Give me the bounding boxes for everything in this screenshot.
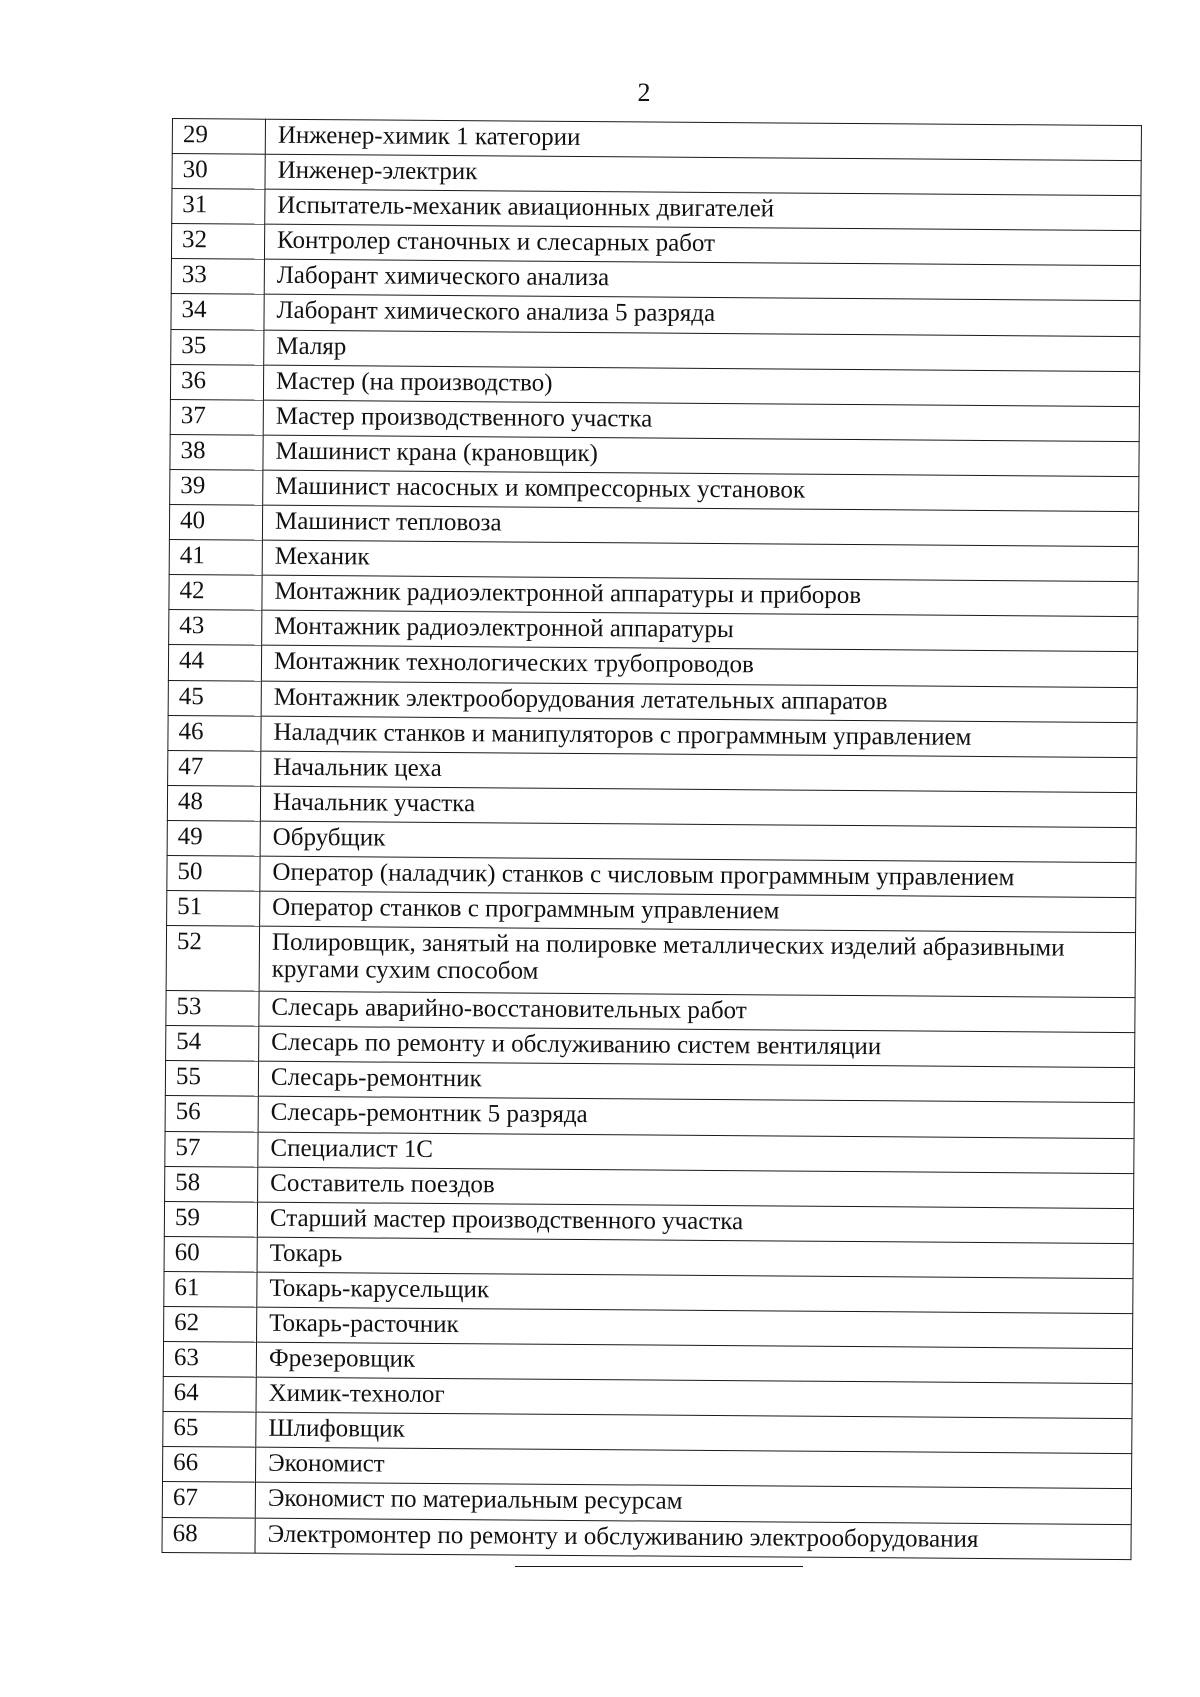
row-number-cell: 64 [163,1377,256,1413]
profession-name-cell: Составитель поездов [258,1167,1134,1209]
row-number-cell: 66 [163,1447,256,1483]
row-number-cell: 40 [169,505,262,541]
row-number-cell: 51 [167,891,260,927]
profession-name-cell: Токарь-расточник [257,1307,1133,1349]
profession-name-cell: Слесарь по ремонту и обслуживанию систем вентиляции [259,1026,1135,1068]
profession-name-cell: Монтажник радиоэлектронной аппаратуры [262,610,1138,652]
profession-name-cell: Мастер (на производство) [263,365,1139,407]
row-number-cell: 57 [165,1131,258,1167]
profession-name-cell: Механик [262,540,1138,582]
profession-name-cell: Экономист по материальным ресурсам [255,1483,1131,1525]
professions-table-body [162,119,1141,1560]
row-number-cell: 62 [164,1306,257,1342]
row-number-cell: 38 [170,434,263,470]
profession-name-cell: Инженер-электрик [265,154,1141,196]
row-number-cell: 68 [162,1517,255,1553]
profession-name-cell: Инженер-химик 1 категории [265,119,1141,161]
row-number-cell: 31 [172,189,265,225]
profession-name-cell: Старший мастер производственного участка [257,1202,1133,1244]
row-number-cell: 59 [164,1201,257,1237]
row-number-cell: 45 [168,680,261,716]
row-number-cell: 58 [165,1166,258,1202]
row-number-cell: 30 [172,154,265,190]
profession-name-cell: Полировщик, занятый на полировке металлических изделий абразивными кругами сухим способом [259,926,1135,997]
profession-name-cell: Слесарь-ремонтник [258,1062,1134,1104]
table-row [166,926,1135,998]
profession-name-cell: Оператор станков с программным управлением [260,891,1136,933]
page-number: 2 [637,78,651,107]
row-number-cell: 56 [165,1096,258,1132]
profession-name-cell: Слесарь-ремонтник 5 разряда [258,1097,1134,1139]
profession-name-cell: Слесарь аварийно-восстановительных работ [259,991,1135,1033]
profession-name-cell: Монтажник технологических трубопроводов [261,646,1137,688]
row-number-cell: 29 [172,119,265,155]
profession-name-cell: Машинист крана (крановщик) [263,435,1139,477]
end-of-list-rule [515,1566,803,1567]
profession-name-cell: Шлифовщик [256,1412,1132,1454]
row-number-cell: 67 [162,1482,255,1518]
table-row [162,1517,1131,1559]
row-number-cell: 52 [166,926,259,992]
profession-name-cell: Машинист тепловоза [262,505,1138,547]
row-number-cell: 43 [169,610,262,646]
profession-name-cell: Токарь [257,1237,1133,1279]
row-number-cell: 34 [171,294,264,330]
profession-name-cell: Контролер станочных и слесарных работ [264,224,1140,266]
row-number-cell: 50 [167,855,260,891]
profession-name-cell: Монтажник радиоэлектронной аппаратуры и приборов [262,575,1138,617]
profession-name-cell: Мастер производственного участка [263,400,1139,442]
profession-name-cell: Монтажник электрооборудования летательных аппаратов [261,681,1137,723]
row-number-cell: 41 [169,540,262,576]
profession-name-cell: Наладчик станков и манипуляторов с программным управлением [261,716,1137,758]
row-number-cell: 47 [168,750,261,786]
profession-name-cell: Испытатель-механик авиационных двигателей [265,189,1141,231]
row-number-cell: 49 [167,820,260,856]
profession-name-cell: Начальник цеха [261,751,1137,793]
profession-name-cell: Химик-технолог [256,1377,1132,1419]
profession-name-cell: Лаборант химического анализа 5 разряда [264,295,1140,337]
row-number-cell: 33 [171,259,264,295]
row-number-cell: 54 [166,1026,259,1062]
row-number-cell: 60 [164,1236,257,1272]
profession-name-cell: Экономист [255,1448,1131,1490]
professions-table [161,118,1141,1560]
row-number-cell: 35 [171,329,264,365]
row-number-cell: 63 [163,1342,256,1378]
profession-name-cell: Фрезеровщик [256,1342,1132,1384]
row-number-cell: 53 [166,991,259,1027]
row-number-cell: 39 [170,469,263,505]
profession-name-cell: Начальник участка [260,786,1136,828]
profession-name-cell: Машинист насосных и компрессорных установок [263,470,1139,512]
row-number-cell: 36 [170,364,263,400]
profession-name-cell: Лаборант химического анализа [264,260,1140,302]
profession-name-cell: Специалист 1С [258,1132,1134,1174]
row-number-cell: 44 [168,645,261,681]
row-number-cell: 55 [165,1061,258,1097]
row-number-cell: 48 [167,785,260,821]
row-number-cell: 37 [170,399,263,435]
row-number-cell: 42 [169,575,262,611]
row-number-cell: 32 [171,224,264,260]
profession-name-cell: Оператор (наладчик) станков с числовым программным управлением [260,856,1136,898]
row-number-cell: 65 [163,1412,256,1448]
profession-name-cell: Обрубщик [260,821,1136,863]
profession-name-cell: Токарь-карусельщик [257,1272,1133,1314]
profession-name-cell: Маляр [264,330,1140,372]
row-number-cell: 61 [164,1271,257,1307]
row-number-cell: 46 [168,715,261,751]
profession-name-cell: Электромонтер по ремонту и обслуживанию электрооборудования [255,1518,1131,1560]
